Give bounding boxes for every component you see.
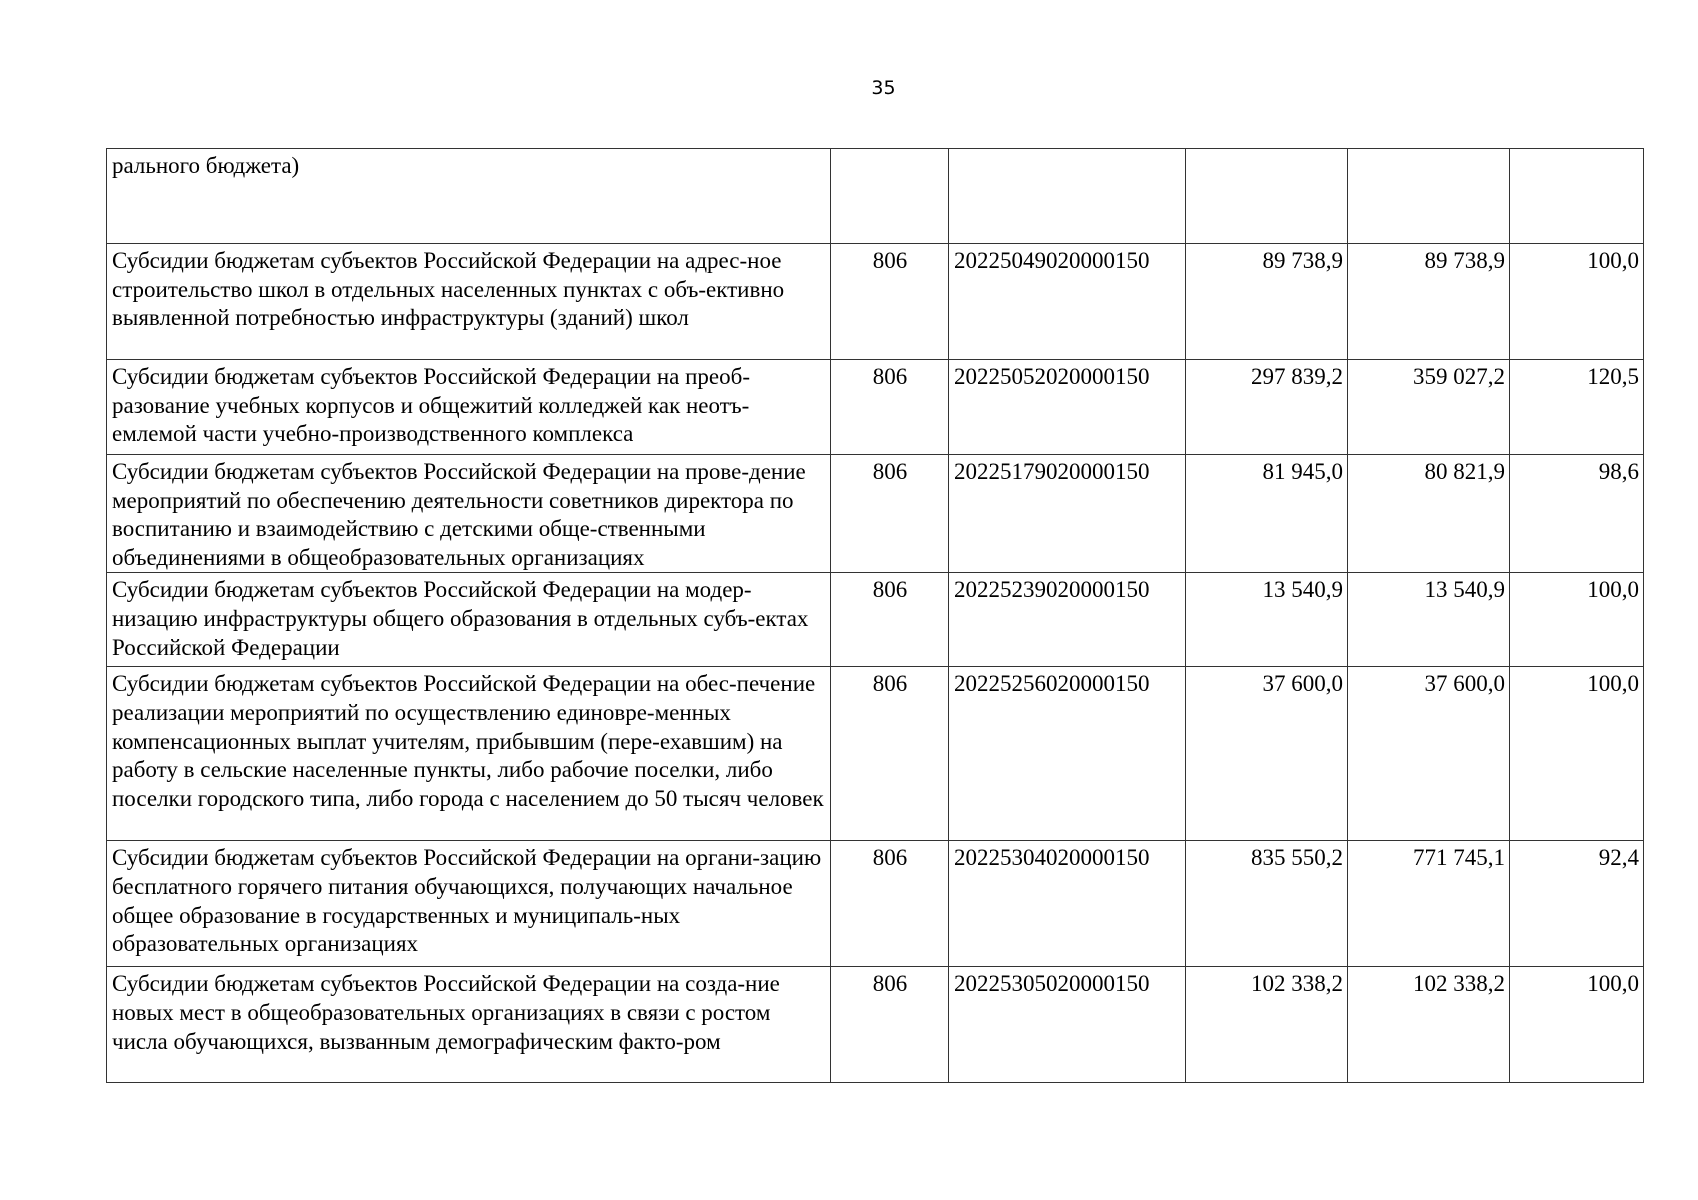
admin-code-cell: 806 [831, 244, 949, 360]
subsidy-name-cell: Субсидии бюджетам субъектов Российской Федерации на преоб-разование учебных корпусов и общежитий колледжей как неотъ-емлемой части учебно-производственного комплекса [107, 360, 831, 455]
subsidy-name-cell: Субсидии бюджетам субъектов Российской Федерации на адрес-ное строительство школ в отдельных населенных пунктах с объ-ективно выявленной потребностью инфраструктуры (зданий) школ [107, 244, 831, 360]
fact-amount-cell: 37 600,0 [1348, 667, 1510, 841]
admin-code-cell: 806 [831, 455, 949, 573]
table-row [107, 244, 1644, 360]
subsidy-name-cell: Субсидии бюджетам субъектов Российской Федерации на прове-дение мероприятий по обеспечению деятельности советников директора по воспитанию и взаимодействию с детскими обще-ственными объединениями в общеобразовательных организациях [107, 455, 831, 573]
plan-amount-cell: 37 600,0 [1186, 667, 1348, 841]
plan-amount-cell: 81 945,0 [1186, 455, 1348, 573]
budget-code-cell: 20225256020000150 [949, 667, 1186, 841]
percent-cell: 100,0 [1510, 967, 1644, 1083]
budget-code-cell: 20225052020000150 [949, 360, 1186, 455]
table-row [107, 841, 1644, 967]
admin-code-cell: 806 [831, 841, 949, 967]
budget-code-cell: 20225049020000150 [949, 244, 1186, 360]
fact-amount-cell: 771 745,1 [1348, 841, 1510, 967]
continuation-cell: рального бюджета) [107, 149, 831, 244]
subsidy-name-cell: Субсидии бюджетам субъектов Российской Федерации на органи-зацию бесплатного горячего питания обучающихся, получающих начальное общее образование в государственных и муниципаль-ных образовательных организациях [107, 841, 831, 967]
plan-amount-cell: 89 738,9 [1186, 244, 1348, 360]
table-row [107, 667, 1644, 841]
budget-code-cell: 20225239020000150 [949, 573, 1186, 667]
percent-cell: 92,4 [1510, 841, 1644, 967]
budget-table [106, 148, 1644, 1083]
budget-code-cell: 20225305020000150 [949, 967, 1186, 1083]
percent-cell: 120,5 [1510, 360, 1644, 455]
admin-code-cell: 806 [831, 967, 949, 1083]
fact-amount-cell: 102 338,2 [1348, 967, 1510, 1083]
subsidy-name-cell: Субсидии бюджетам субъектов Российской Федерации на созда-ние новых мест в общеобразовательных организациях в связи с ростом числа обучающихся, вызванным демографическим факто-ром [107, 967, 831, 1083]
fact-amount-cell: 89 738,9 [1348, 244, 1510, 360]
fact-amount-cell: 359 027,2 [1348, 360, 1510, 455]
empty-cell [1186, 149, 1348, 244]
plan-amount-cell: 835 550,2 [1186, 841, 1348, 967]
empty-cell [1348, 149, 1510, 244]
plan-amount-cell: 102 338,2 [1186, 967, 1348, 1083]
table-row [107, 573, 1644, 667]
empty-cell [1510, 149, 1644, 244]
empty-cell [949, 149, 1186, 244]
table-row [107, 360, 1644, 455]
admin-code-cell: 806 [831, 573, 949, 667]
table-row [107, 455, 1644, 573]
budget-code-cell: 20225179020000150 [949, 455, 1186, 573]
admin-code-cell: 806 [831, 360, 949, 455]
subsidy-name-cell: Субсидии бюджетам субъектов Российской Федерации на модер-низацию инфраструктуры общего образования в отдельных субъ-ектах Российской Федерации [107, 573, 831, 667]
page-number: 35 [871, 77, 896, 99]
table-row-continuation [107, 149, 1644, 244]
plan-amount-cell: 297 839,2 [1186, 360, 1348, 455]
percent-cell: 100,0 [1510, 667, 1644, 841]
budget-code-cell: 20225304020000150 [949, 841, 1186, 967]
fact-amount-cell: 80 821,9 [1348, 455, 1510, 573]
table-row [107, 967, 1644, 1083]
plan-amount-cell: 13 540,9 [1186, 573, 1348, 667]
fact-amount-cell: 13 540,9 [1348, 573, 1510, 667]
admin-code-cell: 806 [831, 667, 949, 841]
subsidy-name-cell: Субсидии бюджетам субъектов Российской Федерации на обес-печение реализации мероприятий по осуществлению единовре-менных компенсационных выплат учителям, прибывшим (пере-ехавшим) на работу в сельские населенные пункты, либо рабочие поселки, либо поселки городского типа, либо города с населением до 50 тысяч человек [107, 667, 831, 841]
percent-cell: 100,0 [1510, 244, 1644, 360]
percent-cell: 98,6 [1510, 455, 1644, 573]
empty-cell [831, 149, 949, 244]
percent-cell: 100,0 [1510, 573, 1644, 667]
